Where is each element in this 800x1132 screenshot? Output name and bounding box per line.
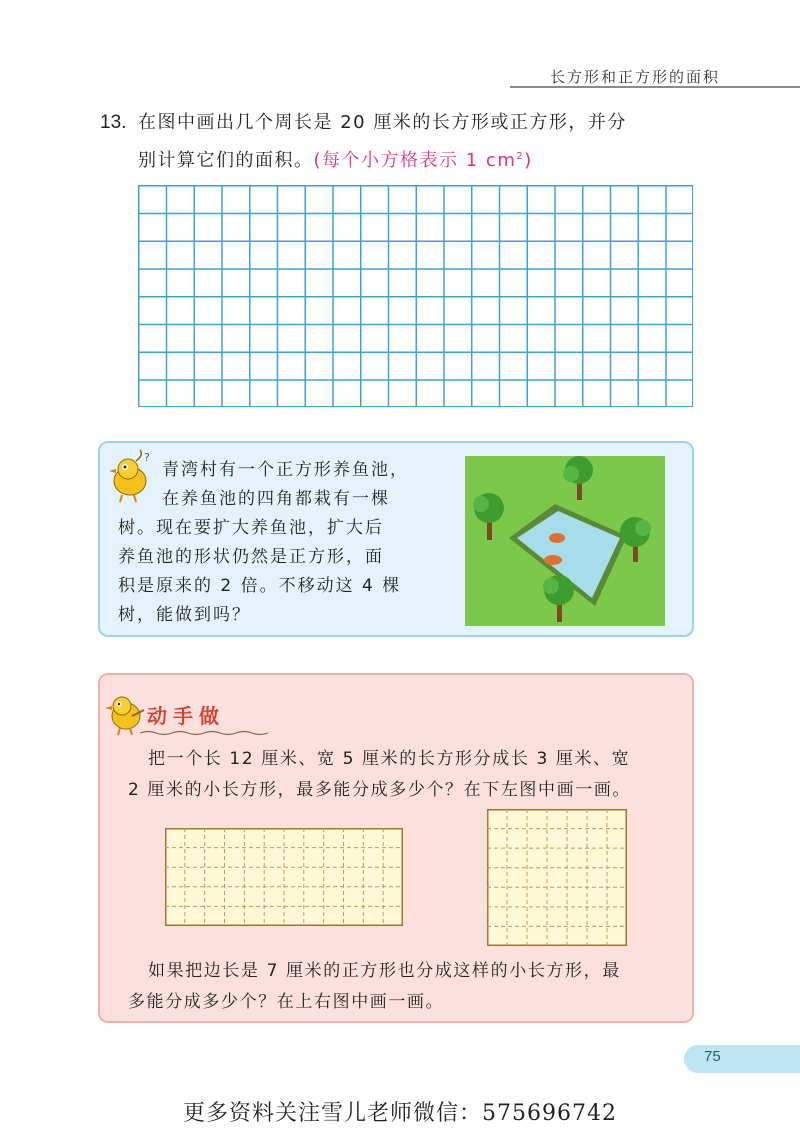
unit-note-text: (每个小方格表示 1 cm: [313, 150, 517, 171]
activity-paragraph2-line2: 多能分成多少个？在上右图中画一画。: [128, 992, 445, 1012]
puzzle-line-6: 树，能做到吗？: [118, 605, 251, 625]
square-7x7-grid[interactable]: [487, 809, 627, 946]
svg-text:?: ?: [144, 451, 150, 464]
exercise-unit-note: [314, 150, 533, 171]
unit-note-superscript: 2: [516, 151, 525, 162]
header-rule: [510, 86, 800, 88]
exercise-text-line2: 别计算它们的面积。: [138, 150, 314, 171]
exercise-number: 13.: [100, 112, 127, 133]
fish-pond-illustration: [465, 456, 665, 626]
section-title: 长方形和正方形的面积: [549, 68, 720, 86]
puzzle-line-5: 积是原来的 2 倍。不移动这 4 棵: [118, 576, 402, 596]
puzzle-line-2: 在养鱼池的四角都栽有一棵: [162, 489, 390, 509]
title-underline: [140, 730, 270, 736]
rectangle-12x5-grid[interactable]: [165, 828, 403, 926]
puzzle-line-3: 树。现在要扩大养鱼池，扩大后: [118, 518, 384, 538]
puzzle-line-4: 养鱼池的形状仍然是正方形，面: [118, 547, 384, 567]
pointing-chick-icon: [102, 688, 148, 736]
activity-title: 动手做: [147, 704, 225, 728]
footer-contact-note: 更多资料关注雪儿老师微信：575696742: [183, 1101, 617, 1126]
square-grid-drawing-area[interactable]: [138, 185, 693, 407]
unit-note-end: ): [524, 150, 533, 171]
thinking-chick-icon: [104, 447, 156, 503]
exercise-text-line2-wrap: [138, 142, 533, 176]
activity-paragraph1-line2: 2 厘米的小长方形，最多能分成多少个？在下左图中画一画。: [128, 780, 632, 800]
activity-paragraph2-line1: 如果把边长是 7 厘米的正方形也分成这样的小长方形，最: [148, 961, 621, 981]
page-number: 75: [704, 1048, 721, 1065]
exercise-text-line1: 在图中画出几个周长是 20 厘米的长方形或正方形，并分: [138, 112, 627, 133]
page-number-tab: [684, 1045, 800, 1073]
activity-paragraph1-line1: 把一个长 12 厘米、宽 5 厘米的长方形分成长 3 厘米、宽: [148, 749, 631, 769]
puzzle-line-1: 青湾村有一个正方形养鱼池，: [162, 460, 409, 480]
